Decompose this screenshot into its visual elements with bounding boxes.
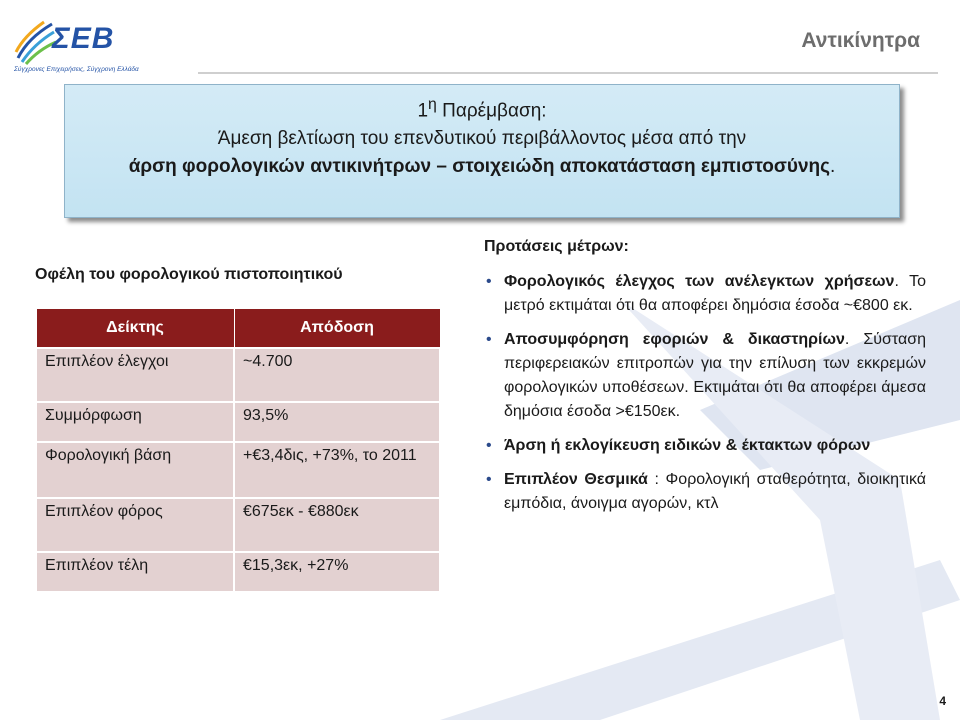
value-cell: €675εκ - €880εκ bbox=[234, 498, 440, 552]
indicator-cell: Συμμόρφωση bbox=[36, 402, 234, 442]
proposal-lead: Επιπλέον Θεσμικά bbox=[504, 471, 648, 488]
logo-tagline: Σύγχρονες Επιχειρήσεις, Σύγχρονη Ελλάδα bbox=[14, 66, 139, 73]
table-row bbox=[36, 552, 440, 592]
proposals-title: Προτάσεις μέτρων: bbox=[484, 238, 629, 255]
indicator-cell: Επιπλέον τέλη bbox=[36, 552, 234, 592]
proposal-lead: Φορολογικός έλεγχος των ανέλεγκτων χρήσεων bbox=[504, 273, 895, 290]
table-row bbox=[36, 402, 440, 442]
indicator-cell: Επιπλέον έλεγχοι bbox=[36, 348, 234, 402]
indicator-cell: Φορολογική βάση bbox=[36, 442, 234, 498]
callout-heading: Παρέμβαση: bbox=[436, 100, 547, 122]
proposal-detail: : Φορολογική σταθερότητα, διοικητικά εμπόδια, άνοιγμα αγορών, κτλ bbox=[504, 471, 927, 512]
slide-title: Αντικίνητρα bbox=[801, 29, 920, 52]
header-indicator: Δείκτης bbox=[36, 309, 234, 349]
value-cell: 93,5% bbox=[234, 402, 440, 442]
proposal-detail: . Σύσταση περιφερειακών επιτροπών για την επίλυση των εκκρεμών φορολογικών υποθέσεων. Εκτιμάται ότι θα αποφέρει άμεσα δημόσια έσοδα >€150εκ. bbox=[504, 331, 926, 420]
list-item bbox=[484, 328, 926, 424]
list-item bbox=[484, 434, 926, 458]
list-item bbox=[484, 270, 926, 318]
table-header-row bbox=[36, 309, 440, 349]
table-row bbox=[36, 348, 440, 402]
callout-emphasis: άρση φορολογικών αντικινήτρων – στοιχειώδη αποκατάσταση εμπιστοσύνης bbox=[128, 156, 830, 178]
indicator-cell: Επιπλέον φόρος bbox=[36, 498, 234, 552]
list-item bbox=[484, 468, 926, 516]
callout-ordinal-suffix: η bbox=[428, 96, 437, 113]
callout-line-1 bbox=[65, 91, 899, 125]
proposals-list bbox=[484, 270, 926, 526]
value-cell: +€3,4δις, +73%, το 2011 bbox=[234, 442, 440, 498]
callout-line-3 bbox=[65, 153, 899, 181]
value-cell: ~4.700 bbox=[234, 348, 440, 402]
benefits-title: Οφέλη του φορολογικού πιστοποιητικού bbox=[35, 266, 343, 283]
header-performance: Απόδοση bbox=[234, 309, 440, 349]
proposal-lead: Αποσυμφόρηση εφοριών & δικαστηρίων bbox=[504, 331, 845, 348]
callout-line-2: Άμεση βελτίωση του επενδυτικού περιβάλλοντος μέσα από την bbox=[217, 128, 747, 150]
benefits-table bbox=[35, 308, 441, 593]
table-row bbox=[36, 498, 440, 552]
proposal-lead: Άρση ή εκλογίκευση ειδικών & έκτακτων φόρων bbox=[504, 437, 871, 454]
page-number: 4 bbox=[939, 694, 946, 708]
value-cell: €15,3εκ, +27% bbox=[234, 552, 440, 592]
proposal-detail: . Το μετρό εκτιμάται ότι θα αποφέρει δημόσια έσοδα ~€800 εκ. bbox=[504, 273, 926, 314]
intervention-callout bbox=[64, 84, 900, 218]
header-divider bbox=[198, 72, 938, 74]
logo-wordmark: ΣΕΒ bbox=[52, 22, 115, 55]
callout-period: . bbox=[830, 156, 836, 178]
table-row bbox=[36, 442, 440, 498]
callout-ordinal: 1 bbox=[417, 100, 429, 122]
